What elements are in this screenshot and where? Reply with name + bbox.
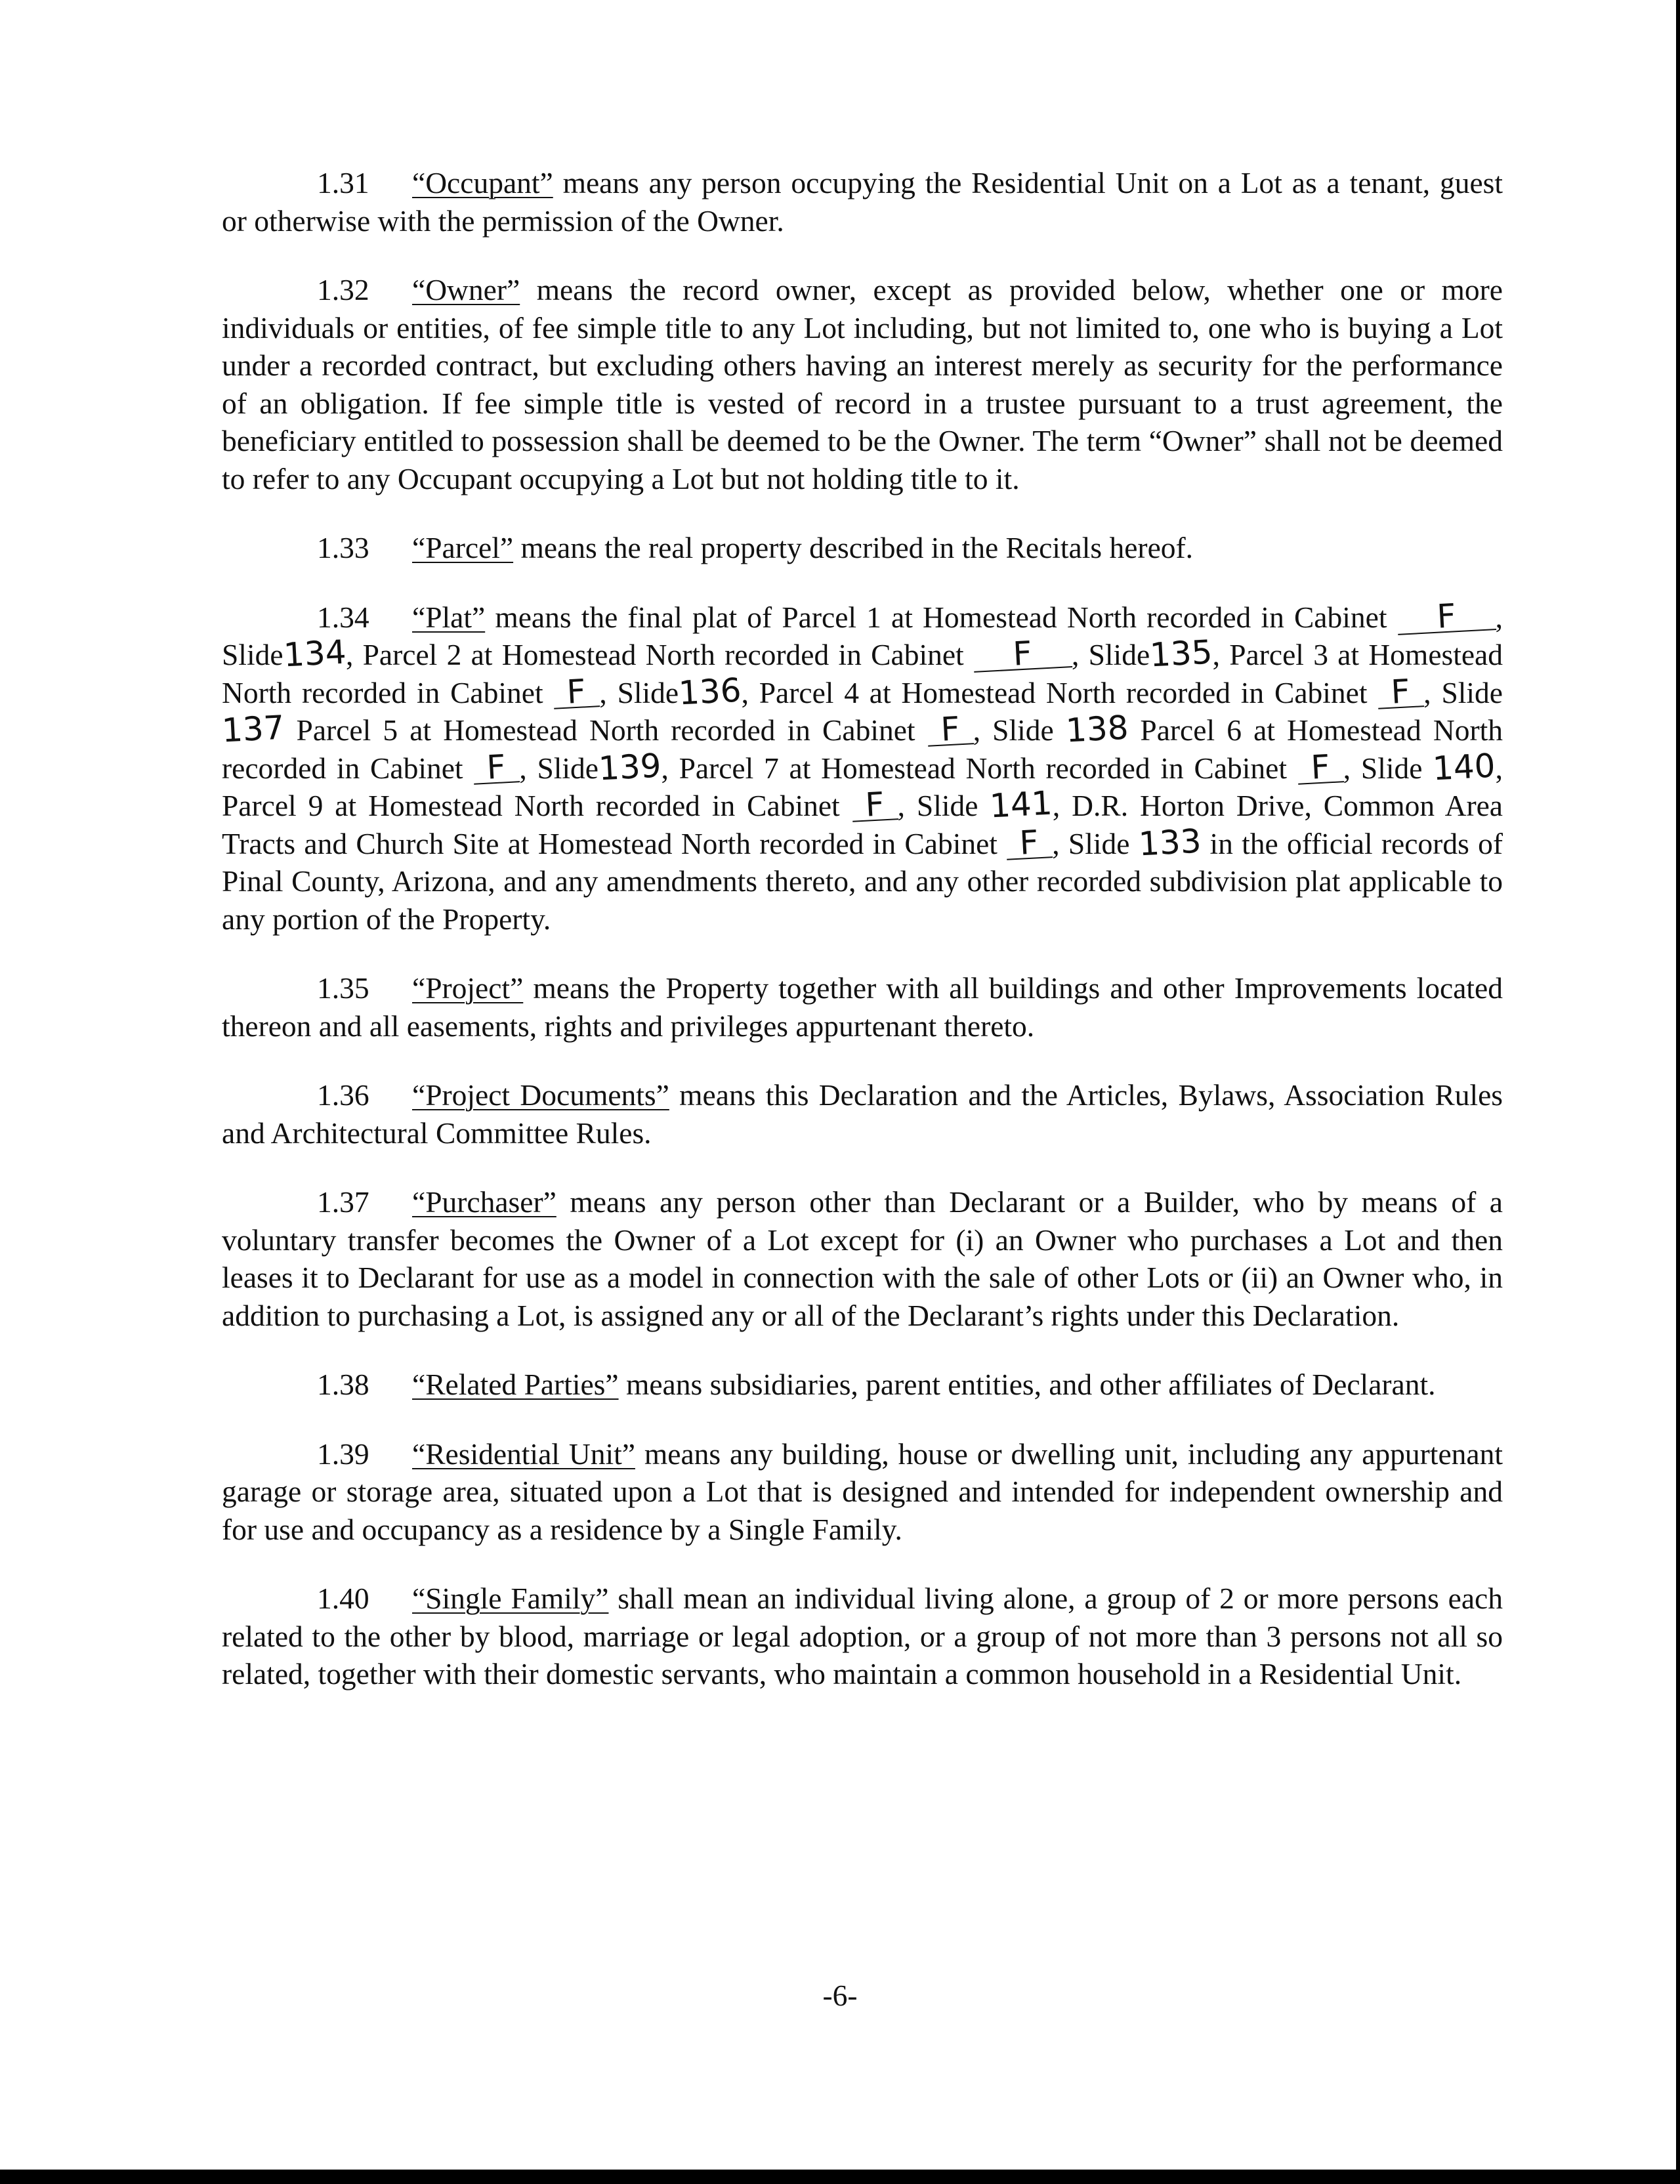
scan-edge-right [1676, 0, 1680, 2184]
handwritten-cabinet: F [1297, 751, 1344, 785]
handwritten-slide: 139 [597, 746, 662, 788]
definition-text: , Slide [222, 600, 1503, 671]
definition-text: means subsidiaries, parent entities, and other affiliates of Declarant. [618, 1368, 1436, 1401]
defined-term: “Residential Unit” [412, 1437, 635, 1471]
definition-1-40 [222, 1580, 1503, 1693]
section-number: 1.35 [317, 971, 369, 1005]
defined-term: “Occupant” [412, 166, 553, 200]
definition-text: , Parcel 2 at Homestead North recorded in Cabinet [345, 638, 973, 671]
definition-1-36 [222, 1076, 1503, 1152]
handwritten-cabinet: F [1396, 598, 1496, 635]
definition-text: , Slide [519, 751, 598, 785]
definition-1-38 [222, 1366, 1503, 1404]
defined-term: “Owner” [412, 273, 520, 306]
definition-1-34 [222, 598, 1503, 938]
handwritten-cabinet: F [1377, 675, 1424, 709]
handwritten-cabinet: F [973, 636, 1072, 673]
defined-term: “Project Documents” [412, 1078, 669, 1112]
defined-term: “Project” [412, 971, 524, 1005]
definition-text: , Slide [973, 713, 1066, 747]
definition-text: shall mean an individual living alone, a group of 2 or more persons each related to the other by blood, marriage or legal adoption, or a group of not more than 3 persons not all so related, together with their domestic servants, who maintain a common household in a Residential Unit. [222, 1582, 1503, 1690]
handwritten-slide: 137 [220, 708, 285, 750]
section-number: 1.32 [317, 273, 369, 306]
handwritten-slide: 136 [677, 671, 743, 712]
section-number: 1.33 [317, 531, 369, 564]
handwritten-cabinet: F [850, 788, 898, 822]
scan-edge-bottom [0, 2170, 1680, 2184]
definition-1-35 [222, 969, 1503, 1045]
section-number: 1.40 [317, 1582, 369, 1615]
handwritten-slide: 133 [1137, 822, 1202, 863]
defined-term: “Plat” [412, 600, 486, 634]
definition-text: , Parcel 3 at Homestead North recorded in Cabinet [222, 638, 1503, 709]
definition-text: , Slide [1343, 751, 1433, 785]
definition-text: means any person occupying the Residential Unit on a Lot as a tenant, guest or otherwise with the permission of the Owner. [222, 166, 1503, 238]
definition-text: , Slide [1071, 638, 1150, 671]
definition-text: means any building, house or dwelling unit, including any appurtenant garage or storage area, situated upon a Lot that is designed and intended for independent ownership and for use and occupancy as a residence by a Single Family. [222, 1437, 1503, 1546]
handwritten-cabinet: F [472, 751, 520, 785]
definition-text: Parcel 6 at Homestead North recorded in Cabinet [222, 713, 1503, 785]
handwritten-slide: 135 [1148, 633, 1214, 675]
definition-text: , Parcel 7 at Homestead North recorded in Cabinet [661, 751, 1297, 785]
section-number: 1.36 [317, 1078, 369, 1112]
defined-term: “Purchaser” [412, 1185, 556, 1219]
handwritten-slide: 141 [988, 784, 1054, 826]
defined-term: “Related Parties” [412, 1368, 619, 1401]
definition-1-37 [222, 1183, 1503, 1334]
defined-term: “Single Family” [412, 1582, 609, 1615]
definition-text: , Slide [897, 789, 990, 822]
handwritten-cabinet: F [926, 713, 973, 747]
defined-term: “Parcel” [412, 531, 514, 564]
definition-1-33 [222, 529, 1503, 567]
handwritten-cabinet: F [553, 675, 600, 709]
page-number: -6- [822, 1979, 858, 2012]
definition-text: means this Declaration and the Articles, Bylaws, Association Rules and Architectural Committee Rules. [222, 1078, 1503, 1150]
handwritten-slide: 138 [1064, 708, 1129, 750]
definition-1-39 [222, 1435, 1503, 1549]
definition-text: , Slide [1423, 675, 1503, 709]
section-number: 1.39 [317, 1437, 369, 1471]
definition-text: means the real property described in the Recitals hereof. [513, 531, 1194, 564]
definition-text: means the final plat of Parcel 1 at Homestead North recorded in Cabinet [485, 600, 1397, 634]
definition-text: , Slide [1052, 826, 1139, 860]
section-number: 1.34 [317, 600, 369, 634]
definition-text: in the official records of Pinal County, Arizona, and any amendments thereto, and any other recorded subdivision plat applicable to any portion of the Property. [222, 826, 1503, 936]
document-page [222, 164, 1503, 1725]
definition-text: means the record owner, except as provided below, whether one or more individuals or entities, of fee simple title to any Lot including, but not limited to, one who is buying a Lot under a recorded contract, but excluding others having an interest merely as security for the performance of an obligation. If fee simple title is vested of record in a trustee pursuant to a trust agreement, the beneficiary entitled to possession shall be deemed to be the Owner. The term “Owner” shall not be deemed to refer to any Occupant occupying a Lot but not holding title to it. [222, 273, 1503, 495]
definition-text: , Slide [599, 675, 679, 709]
definition-1-32 [222, 271, 1503, 497]
handwritten-slide: 134 [282, 633, 347, 675]
definition-text: means the Property together with all buildings and other Improvements located thereon and all easements, rights and privileges appurtenant thereto. [222, 971, 1503, 1043]
definition-text: , D.R. Horton Drive, Common Area Tracts and Church Site at Homestead North recorded in Cabinet [222, 789, 1503, 860]
section-number: 1.31 [317, 166, 369, 200]
definition-1-31 [222, 164, 1503, 240]
section-number: 1.38 [317, 1368, 369, 1401]
definition-text: Parcel 5 at Homestead North recorded in Cabinet [284, 713, 927, 747]
section-number: 1.37 [317, 1185, 369, 1219]
definition-text: , Parcel 9 at Homestead North recorded in Cabinet [222, 751, 1503, 822]
handwritten-slide: 140 [1431, 746, 1497, 788]
handwritten-cabinet: F [1005, 826, 1053, 860]
definition-text: , Parcel 4 at Homestead North recorded in Cabinet [741, 675, 1378, 709]
definition-text: means any person other than Declarant or a Builder, who by means of a voluntary transfer becomes the Owner of a Lot except for (i) an Owner who purchases a Lot and then leases it to Declarant for use as a model in connection with the sale of other Lots or (ii) an Owner who, in addition to purchasing a Lot, is assigned any or all of the Declarant’s rights under this Declaration. [222, 1185, 1503, 1332]
